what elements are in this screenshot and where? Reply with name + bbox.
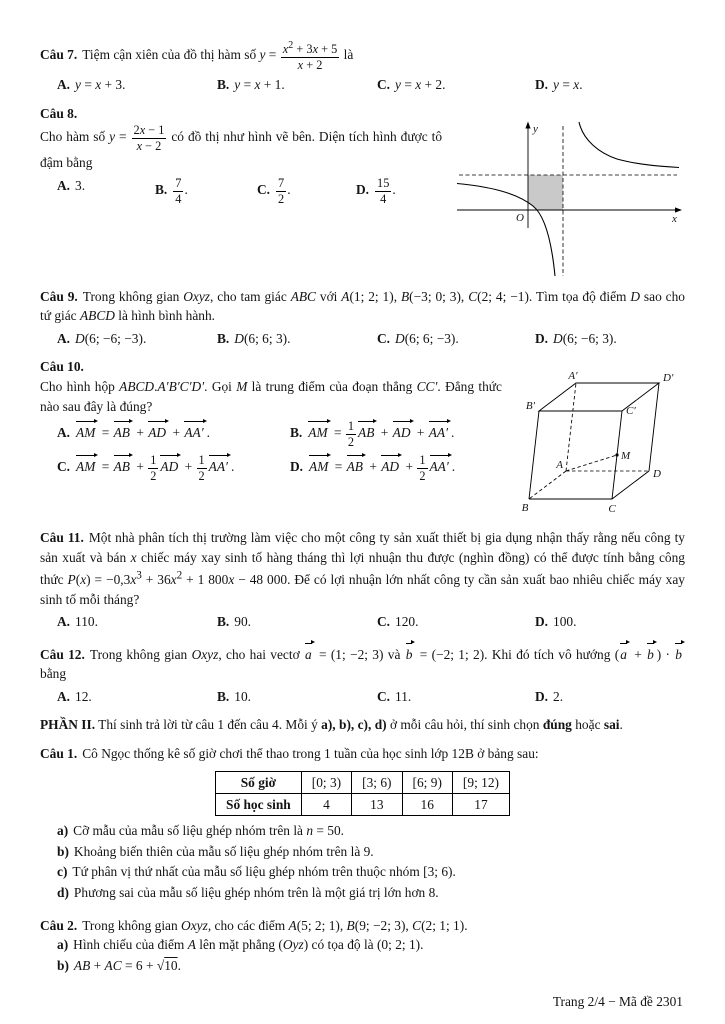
midpoint-label-m: M bbox=[621, 450, 631, 463]
option-value: $\frac{15}{4}$ . bbox=[377, 175, 396, 206]
option-key: A. bbox=[57, 330, 71, 346]
vertex-label-c: C bbox=[608, 503, 616, 516]
options-row bbox=[40, 687, 685, 707]
option-key: B. bbox=[217, 330, 230, 346]
page-footer: Trang 2/4 − Mã đề 2301 bbox=[552, 994, 683, 1009]
question-label: Câu 7. bbox=[40, 47, 78, 63]
statement-b bbox=[40, 956, 685, 976]
statement-text: Cỡ mẫu của mẫu số liệu ghép nhóm trên là n = 50. bbox=[73, 823, 345, 839]
shaded-region bbox=[528, 175, 563, 210]
option-key: A. bbox=[57, 425, 71, 441]
option-A bbox=[57, 75, 217, 95]
option-key: A. bbox=[57, 688, 71, 704]
question-text: Một nhà phân tích thị trường làm việc cho một công ty sản xuất thiết bị gia dụng nhận thấy rằng nếu công ty sản xuất và bán x chiếc máy xay sinh tố hàng tháng thì lợi nhuận thu được (nghìn đồng) có thể được tính bằng công thức $P(x) = -0,3x^3 + 36x^2 + 1$ 800x − 48 000. Để có lợi nhuận lớn nhất công ty cần sản xuất bao nhiêu chiếc máy xay sinh tố mỗi tháng? bbox=[40, 530, 686, 607]
table-cell-bin: [3; 6) bbox=[352, 771, 402, 793]
option-A bbox=[57, 687, 217, 707]
option-D bbox=[535, 75, 685, 95]
question-label: Câu 10. bbox=[40, 359, 84, 375]
x-axis-label: x bbox=[672, 212, 677, 225]
table-header-students: Số học sinh bbox=[216, 793, 302, 815]
option-key: B. bbox=[217, 77, 230, 93]
option-value: $\frac{7}{2}$ . bbox=[278, 175, 291, 206]
option-B bbox=[217, 329, 377, 349]
vertex-label-d: D bbox=[653, 468, 661, 481]
table-cell-bin: [6; 9) bbox=[402, 771, 452, 793]
option-B bbox=[217, 687, 377, 707]
option-value: D(6; 6; 3). bbox=[234, 330, 291, 346]
statement-key: c) bbox=[57, 864, 68, 880]
table-row-hours bbox=[216, 771, 510, 793]
option-B bbox=[290, 419, 502, 449]
options-row bbox=[40, 329, 685, 349]
option-value: y = x + 2. bbox=[395, 77, 446, 93]
question-10 bbox=[40, 357, 685, 519]
vertex-label-c-prime: C′ bbox=[626, 405, 636, 418]
option-value: 110. bbox=[75, 614, 98, 630]
vertex-label-b: B bbox=[521, 502, 529, 515]
question-label: Câu 11. bbox=[40, 530, 84, 546]
vertex-label-b-prime: B′ bbox=[525, 400, 535, 413]
table-cell-count: 17 bbox=[452, 793, 509, 815]
option-D bbox=[535, 687, 685, 707]
question-label: Câu 2. bbox=[40, 917, 78, 933]
statement-key: b) bbox=[57, 957, 69, 973]
statement-a bbox=[40, 935, 685, 955]
option-key: B. bbox=[155, 182, 168, 198]
options-row bbox=[40, 75, 685, 95]
option-key: C. bbox=[377, 614, 391, 630]
hyperbola-graph-figure bbox=[453, 120, 685, 278]
y-axis-label: y bbox=[533, 122, 538, 135]
option-value: AM = AB + AD + AA′ . bbox=[75, 425, 210, 440]
table-cell-count: 13 bbox=[352, 793, 402, 815]
question-7 bbox=[40, 40, 685, 95]
option-key: C. bbox=[377, 688, 391, 704]
option-key: D. bbox=[535, 77, 549, 93]
question-text: Cho hàm số y = $\frac{2x - 1}{x - 2}$ có đồ thị như hình vẽ bên. Diện tích hình được tô đậm bằng bbox=[40, 123, 443, 171]
option-key: B. bbox=[290, 425, 303, 441]
table-cell-count: 4 bbox=[301, 793, 351, 815]
x-axis-arrow bbox=[675, 207, 682, 212]
statement-d bbox=[40, 883, 685, 903]
option-key: B. bbox=[217, 614, 230, 630]
option-A bbox=[57, 176, 155, 206]
option-value: 100. bbox=[553, 614, 577, 630]
question-text: Tiệm cận xiên của đồ thị hàm số y = $\frac{x^2 + 3x + 5}{x + 2}$ là bbox=[82, 40, 354, 72]
option-key: A. bbox=[57, 177, 71, 193]
question-text: Trong không gian Oxyz, cho hai vectơ a = (1; −2; 3) và b = (−2; 1; 2). Khi đó tích vô hướng (a + b ) · b bằng bbox=[40, 647, 685, 682]
question-text: Trong không gian Oxyz, cho tam giác ABC với A(1; 2; 1), B(−3; 0; 3), C(2; 4; −1). Tìm tọa độ điểm D sao cho tứ giác ABCD là hình bình hành. bbox=[40, 288, 685, 324]
part2-question-2 bbox=[40, 916, 685, 976]
vertex-label-d-prime: D′ bbox=[663, 372, 674, 385]
option-key: C. bbox=[377, 77, 391, 93]
midpoint-dot bbox=[615, 454, 618, 457]
option-key: A. bbox=[57, 77, 71, 93]
options-grid bbox=[40, 419, 502, 483]
y-axis-arrow bbox=[525, 121, 530, 128]
question-text: Trong không gian Oxyz, cho các điểm A(5; 2; 1), B(9; −2; 3), C(2; 1; 1). bbox=[82, 917, 468, 933]
option-value: 3. bbox=[75, 177, 86, 193]
option-A bbox=[57, 612, 217, 632]
option-value: y = x + 3. bbox=[75, 77, 126, 93]
statement-text: Phương sai của mẫu số liệu ghép nhóm trên là một giá trị lớn hơn 8. bbox=[73, 884, 439, 900]
option-key: D. bbox=[535, 688, 549, 704]
statement-text: AB + AC = 6 + √10. bbox=[73, 957, 181, 973]
option-value: $\frac{7}{4}$ . bbox=[175, 175, 188, 206]
statement-key: b) bbox=[57, 843, 69, 859]
vertex-label-a: A bbox=[556, 459, 563, 472]
question-8 bbox=[40, 104, 685, 278]
parallelepiped-figure bbox=[507, 369, 685, 519]
part-2-instructions: PHẦN II. Thí sinh trả lời từ câu 1 đến câu 4. Mỗi ý a), b), c), d) ở mỗi câu hỏi, thí sinh chọn đúng hoặc sai. bbox=[40, 717, 623, 733]
option-key: B. bbox=[217, 688, 230, 704]
vertex-label-a-prime: A′ bbox=[568, 370, 578, 383]
option-D bbox=[290, 453, 502, 483]
option-value: 90. bbox=[234, 614, 252, 630]
options-row bbox=[40, 612, 685, 632]
table-cell-bin: [9; 12) bbox=[452, 771, 509, 793]
statement-b bbox=[40, 842, 685, 862]
question-9 bbox=[40, 287, 685, 349]
option-B bbox=[217, 75, 377, 95]
option-D bbox=[535, 329, 685, 349]
option-key: D. bbox=[356, 182, 370, 198]
option-key: C. bbox=[377, 330, 391, 346]
option-C bbox=[377, 687, 535, 707]
option-value: 120. bbox=[395, 614, 419, 630]
option-value: 10. bbox=[234, 688, 252, 704]
option-value: y = x + 1. bbox=[234, 77, 285, 93]
option-B bbox=[217, 612, 377, 632]
question-label: Câu 9. bbox=[40, 288, 78, 304]
option-D bbox=[535, 612, 685, 632]
option-value: D(6; −6; −3). bbox=[75, 330, 147, 346]
option-value: D(6; 6; −3). bbox=[395, 330, 459, 346]
option-value: AM = AB + $\frac{1}{2}$ AD + $\frac{1}{2}$ AA′ . bbox=[76, 453, 235, 483]
statement-text: Hình chiếu của điểm A lên mặt phẳng (Oyz) có tọa độ là (0; 2; 1). bbox=[73, 937, 424, 953]
curve-right-branch bbox=[579, 122, 679, 168]
question-text: Cho hình hộp ABCD.A′B′C′D′. Gọi M là trung điểm của đoạn thẳng CC′. Đẳng thức nào sau đây là đúng? bbox=[40, 379, 502, 414]
option-C bbox=[57, 453, 290, 483]
table-row-students bbox=[216, 793, 510, 815]
option-value: 11. bbox=[395, 688, 412, 704]
option-key: C. bbox=[57, 459, 71, 475]
statement-key: a) bbox=[57, 823, 69, 839]
option-C bbox=[377, 75, 535, 95]
option-key: D. bbox=[535, 614, 549, 630]
option-key: D. bbox=[535, 330, 549, 346]
hidden-edges bbox=[529, 383, 649, 499]
part-2-heading bbox=[40, 715, 685, 735]
option-value: 2. bbox=[553, 688, 564, 704]
solid-edges bbox=[529, 383, 659, 499]
option-A bbox=[57, 419, 290, 449]
option-key: D. bbox=[290, 459, 304, 475]
option-A bbox=[57, 329, 217, 349]
option-value: AM = AB + AD + $\frac{1}{2}$ AA′ . bbox=[309, 453, 456, 483]
statement-c bbox=[40, 862, 685, 882]
question-label: Câu 1. bbox=[40, 745, 78, 761]
question-12 bbox=[40, 641, 685, 707]
part2-question-1 bbox=[40, 744, 685, 903]
question-11 bbox=[40, 528, 685, 631]
statement-text: Tứ phân vị thứ nhất của mẫu số liệu ghép nhóm trên thuộc nhóm [3; 6). bbox=[72, 864, 456, 880]
table-header-hours: Số giờ bbox=[216, 771, 302, 793]
statistics-table bbox=[215, 771, 510, 817]
option-B bbox=[155, 176, 257, 206]
question-label: Câu 8. bbox=[40, 105, 78, 121]
statement-key: a) bbox=[57, 937, 69, 953]
statement-a bbox=[40, 821, 685, 841]
table-cell-count: 16 bbox=[402, 793, 452, 815]
options-row bbox=[40, 176, 477, 206]
option-C bbox=[257, 176, 356, 206]
option-value: D(6; −6; 3). bbox=[553, 330, 617, 346]
statement-text: Khoảng biến thiên của mẫu số liệu ghép nhóm trên là 9. bbox=[73, 843, 374, 859]
option-C bbox=[377, 329, 535, 349]
option-key: C. bbox=[257, 182, 271, 198]
question-label: Câu 12. bbox=[40, 646, 85, 662]
option-C bbox=[377, 612, 535, 632]
table-cell-bin: [0; 3) bbox=[301, 771, 351, 793]
option-value: 12. bbox=[75, 688, 92, 704]
question-text: Cô Ngọc thống kê số giờ chơi thể thao trong 1 tuần của học sinh lớp 12B ở bảng sau: bbox=[82, 745, 539, 761]
origin-label: O bbox=[516, 211, 524, 224]
statement-key: d) bbox=[57, 884, 69, 900]
option-key: A. bbox=[57, 614, 71, 630]
option-value: AM = $\frac{1}{2}$ AB + AD + AA′ . bbox=[308, 419, 455, 449]
option-value: y = x. bbox=[553, 77, 583, 93]
